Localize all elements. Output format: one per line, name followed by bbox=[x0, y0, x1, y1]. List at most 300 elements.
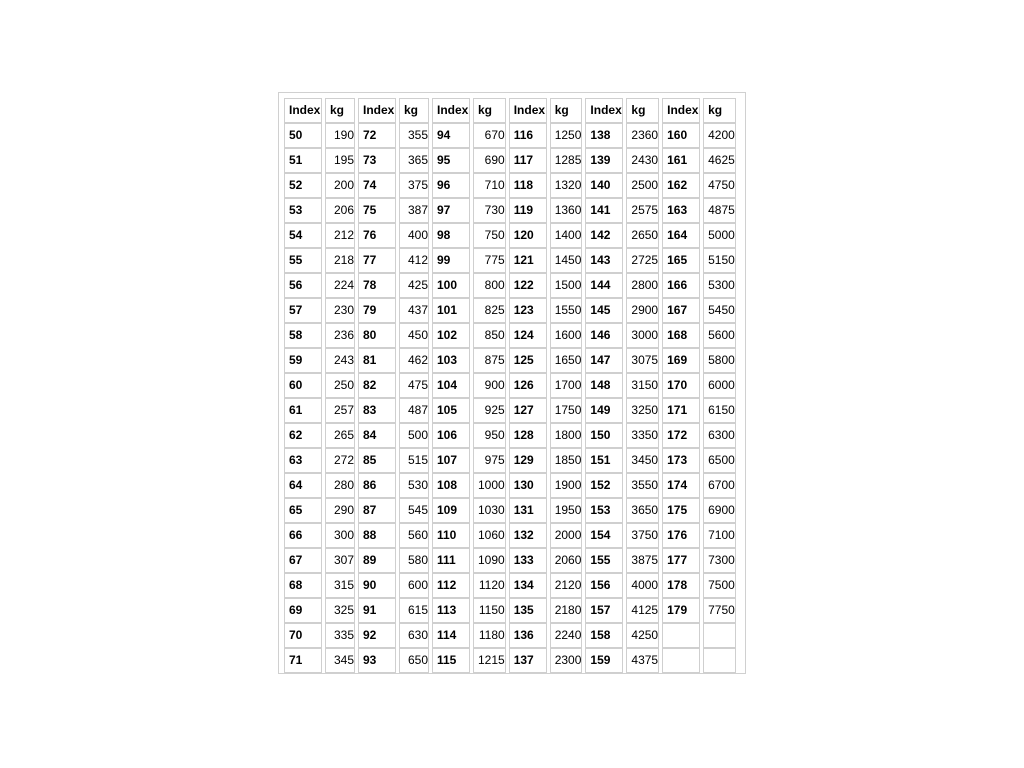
load-kg-cell: 2900 bbox=[626, 298, 659, 323]
load-index-cell: 178 bbox=[662, 573, 700, 598]
load-kg-cell: 7500 bbox=[703, 573, 736, 598]
load-kg-cell: 925 bbox=[473, 398, 506, 423]
table-row bbox=[284, 448, 736, 473]
load-kg-cell: 2300 bbox=[550, 648, 583, 673]
table-row bbox=[284, 573, 736, 598]
load-index-cell: 140 bbox=[585, 173, 623, 198]
load-index-cell: 106 bbox=[432, 423, 470, 448]
load-kg-cell: 450 bbox=[399, 323, 429, 348]
load-kg-cell: 475 bbox=[399, 373, 429, 398]
load-index-cell: 143 bbox=[585, 248, 623, 273]
load-index-cell: 99 bbox=[432, 248, 470, 273]
load-kg-cell: 4125 bbox=[626, 598, 659, 623]
load-index-cell: 79 bbox=[358, 298, 396, 323]
load-kg-cell: 5450 bbox=[703, 298, 736, 323]
load-kg-cell: 975 bbox=[473, 448, 506, 473]
table-row bbox=[284, 298, 736, 323]
load-kg-cell: 1250 bbox=[550, 123, 583, 148]
load-kg-cell: 560 bbox=[399, 523, 429, 548]
load-kg-cell: 900 bbox=[473, 373, 506, 398]
load-index-cell: 150 bbox=[585, 423, 623, 448]
load-index-cell: 53 bbox=[284, 198, 322, 223]
load-kg-cell: 4875 bbox=[703, 198, 736, 223]
load-index-cell: 153 bbox=[585, 498, 623, 523]
load-index-cell: 119 bbox=[509, 198, 547, 223]
table-row bbox=[284, 598, 736, 623]
load-index-cell: 176 bbox=[662, 523, 700, 548]
load-index-cell: 177 bbox=[662, 548, 700, 573]
table-row bbox=[284, 273, 736, 298]
load-kg-cell: 1650 bbox=[550, 348, 583, 373]
load-index-cell: 56 bbox=[284, 273, 322, 298]
load-kg-cell: 5600 bbox=[703, 323, 736, 348]
load-kg-cell: 4200 bbox=[703, 123, 736, 148]
load-index-cell: 173 bbox=[662, 448, 700, 473]
load-index-cell: 151 bbox=[585, 448, 623, 473]
table-row bbox=[284, 348, 736, 373]
load-index-cell: 64 bbox=[284, 473, 322, 498]
load-index-cell: 168 bbox=[662, 323, 700, 348]
load-kg-cell: 775 bbox=[473, 248, 506, 273]
empty-cell bbox=[703, 648, 736, 673]
load-kg-cell: 4750 bbox=[703, 173, 736, 198]
table-row bbox=[284, 398, 736, 423]
load-kg-cell: 300 bbox=[325, 523, 355, 548]
load-kg-cell: 4375 bbox=[626, 648, 659, 673]
load-index-cell: 73 bbox=[358, 148, 396, 173]
load-kg-cell: 250 bbox=[325, 373, 355, 398]
load-kg-cell: 1285 bbox=[550, 148, 583, 173]
load-index-cell: 67 bbox=[284, 548, 322, 573]
load-index-cell: 92 bbox=[358, 623, 396, 648]
load-kg-cell: 280 bbox=[325, 473, 355, 498]
load-index-cell: 60 bbox=[284, 373, 322, 398]
load-kg-cell: 236 bbox=[325, 323, 355, 348]
load-kg-cell: 335 bbox=[325, 623, 355, 648]
load-index-cell: 154 bbox=[585, 523, 623, 548]
load-index-cell: 129 bbox=[509, 448, 547, 473]
load-index-cell: 100 bbox=[432, 273, 470, 298]
load-index-cell: 111 bbox=[432, 548, 470, 573]
table-row bbox=[284, 198, 736, 223]
load-index-cell: 103 bbox=[432, 348, 470, 373]
load-index-cell: 85 bbox=[358, 448, 396, 473]
load-kg-cell: 690 bbox=[473, 148, 506, 173]
load-kg-cell: 425 bbox=[399, 273, 429, 298]
load-kg-cell: 4000 bbox=[626, 573, 659, 598]
load-kg-cell: 437 bbox=[399, 298, 429, 323]
load-kg-cell: 1750 bbox=[550, 398, 583, 423]
load-index-cell: 70 bbox=[284, 623, 322, 648]
load-index-cell: 101 bbox=[432, 298, 470, 323]
load-index-cell: 159 bbox=[585, 648, 623, 673]
load-index-cell: 78 bbox=[358, 273, 396, 298]
header-index: Index bbox=[509, 98, 547, 123]
load-kg-cell: 2575 bbox=[626, 198, 659, 223]
load-kg-cell: 345 bbox=[325, 648, 355, 673]
load-kg-cell: 1950 bbox=[550, 498, 583, 523]
load-kg-cell: 1030 bbox=[473, 498, 506, 523]
load-index-cell: 166 bbox=[662, 273, 700, 298]
load-kg-cell: 580 bbox=[399, 548, 429, 573]
load-kg-cell: 950 bbox=[473, 423, 506, 448]
table-row bbox=[284, 473, 736, 498]
load-kg-cell: 1215 bbox=[473, 648, 506, 673]
load-index-cell: 155 bbox=[585, 548, 623, 573]
table-row bbox=[284, 523, 736, 548]
table-row bbox=[284, 148, 736, 173]
table-row bbox=[284, 373, 736, 398]
load-index-cell: 156 bbox=[585, 573, 623, 598]
table-header-row bbox=[284, 98, 736, 123]
table-row bbox=[284, 323, 736, 348]
load-kg-cell: 3450 bbox=[626, 448, 659, 473]
load-kg-cell: 2180 bbox=[550, 598, 583, 623]
header-kg: kg bbox=[703, 98, 736, 123]
load-kg-cell: 190 bbox=[325, 123, 355, 148]
table-row bbox=[284, 548, 736, 573]
load-index-cell: 133 bbox=[509, 548, 547, 573]
load-index-cell: 68 bbox=[284, 573, 322, 598]
load-index-cell: 147 bbox=[585, 348, 623, 373]
load-index-cell: 112 bbox=[432, 573, 470, 598]
load-kg-cell: 2240 bbox=[550, 623, 583, 648]
load-index-cell: 161 bbox=[662, 148, 700, 173]
load-index-cell: 72 bbox=[358, 123, 396, 148]
load-kg-cell: 2430 bbox=[626, 148, 659, 173]
empty-cell bbox=[703, 623, 736, 648]
load-kg-cell: 5300 bbox=[703, 273, 736, 298]
load-index-cell: 90 bbox=[358, 573, 396, 598]
load-index-cell: 83 bbox=[358, 398, 396, 423]
load-index-cell: 152 bbox=[585, 473, 623, 498]
load-index-cell: 167 bbox=[662, 298, 700, 323]
load-kg-cell: 1450 bbox=[550, 248, 583, 273]
load-kg-cell: 195 bbox=[325, 148, 355, 173]
load-index-cell: 116 bbox=[509, 123, 547, 148]
load-index-cell: 157 bbox=[585, 598, 623, 623]
load-kg-cell: 1090 bbox=[473, 548, 506, 573]
load-kg-cell: 212 bbox=[325, 223, 355, 248]
load-index-cell: 137 bbox=[509, 648, 547, 673]
load-kg-cell: 2000 bbox=[550, 523, 583, 548]
load-index-cell: 88 bbox=[358, 523, 396, 548]
load-kg-cell: 1180 bbox=[473, 623, 506, 648]
load-kg-cell: 307 bbox=[325, 548, 355, 573]
load-kg-cell: 1900 bbox=[550, 473, 583, 498]
load-kg-cell: 530 bbox=[399, 473, 429, 498]
load-kg-cell: 600 bbox=[399, 573, 429, 598]
load-index-cell: 113 bbox=[432, 598, 470, 623]
load-kg-cell: 387 bbox=[399, 198, 429, 223]
load-index-cell: 58 bbox=[284, 323, 322, 348]
load-kg-cell: 7300 bbox=[703, 548, 736, 573]
load-index-cell: 71 bbox=[284, 648, 322, 673]
load-kg-cell: 1550 bbox=[550, 298, 583, 323]
load-index-cell: 164 bbox=[662, 223, 700, 248]
load-index-cell: 109 bbox=[432, 498, 470, 523]
header-kg: kg bbox=[473, 98, 506, 123]
load-index-cell: 139 bbox=[585, 148, 623, 173]
load-index-cell: 94 bbox=[432, 123, 470, 148]
load-kg-cell: 1060 bbox=[473, 523, 506, 548]
load-index-cell: 98 bbox=[432, 223, 470, 248]
header-kg: kg bbox=[325, 98, 355, 123]
load-kg-cell: 412 bbox=[399, 248, 429, 273]
load-kg-cell: 6300 bbox=[703, 423, 736, 448]
load-index-cell: 87 bbox=[358, 498, 396, 523]
load-index-cell: 93 bbox=[358, 648, 396, 673]
load-index-cell: 144 bbox=[585, 273, 623, 298]
load-index-cell: 134 bbox=[509, 573, 547, 598]
load-kg-cell: 825 bbox=[473, 298, 506, 323]
load-kg-cell: 1700 bbox=[550, 373, 583, 398]
load-index-cell: 50 bbox=[284, 123, 322, 148]
load-kg-cell: 224 bbox=[325, 273, 355, 298]
load-index-cell: 51 bbox=[284, 148, 322, 173]
load-kg-cell: 5150 bbox=[703, 248, 736, 273]
load-kg-cell: 3350 bbox=[626, 423, 659, 448]
load-index-cell: 169 bbox=[662, 348, 700, 373]
table-row bbox=[284, 423, 736, 448]
load-index-cell: 170 bbox=[662, 373, 700, 398]
load-index-cell: 160 bbox=[662, 123, 700, 148]
load-kg-cell: 462 bbox=[399, 348, 429, 373]
table-row bbox=[284, 498, 736, 523]
load-index-cell: 110 bbox=[432, 523, 470, 548]
load-index-cell: 135 bbox=[509, 598, 547, 623]
load-index-cell: 120 bbox=[509, 223, 547, 248]
load-kg-cell: 5000 bbox=[703, 223, 736, 248]
load-kg-cell: 3650 bbox=[626, 498, 659, 523]
load-index-cell: 171 bbox=[662, 398, 700, 423]
load-kg-cell: 1800 bbox=[550, 423, 583, 448]
load-kg-cell: 1850 bbox=[550, 448, 583, 473]
load-index-cell: 91 bbox=[358, 598, 396, 623]
load-index-cell: 105 bbox=[432, 398, 470, 423]
load-index-cell: 146 bbox=[585, 323, 623, 348]
load-index-cell: 126 bbox=[509, 373, 547, 398]
load-kg-cell: 355 bbox=[399, 123, 429, 148]
load-index-cell: 55 bbox=[284, 248, 322, 273]
load-index-cell: 138 bbox=[585, 123, 623, 148]
header-kg: kg bbox=[626, 98, 659, 123]
load-index-cell: 175 bbox=[662, 498, 700, 523]
load-kg-cell: 1600 bbox=[550, 323, 583, 348]
load-index-cell: 75 bbox=[358, 198, 396, 223]
load-kg-cell: 206 bbox=[325, 198, 355, 223]
load-kg-cell: 4625 bbox=[703, 148, 736, 173]
load-kg-cell: 2650 bbox=[626, 223, 659, 248]
load-index-cell: 130 bbox=[509, 473, 547, 498]
load-kg-cell: 243 bbox=[325, 348, 355, 373]
load-index-cell: 141 bbox=[585, 198, 623, 223]
load-kg-cell: 2725 bbox=[626, 248, 659, 273]
load-index-cell: 117 bbox=[509, 148, 547, 173]
load-kg-cell: 2800 bbox=[626, 273, 659, 298]
table-row bbox=[284, 223, 736, 248]
load-kg-cell: 710 bbox=[473, 173, 506, 198]
load-kg-cell: 218 bbox=[325, 248, 355, 273]
load-kg-cell: 7100 bbox=[703, 523, 736, 548]
load-index-cell: 84 bbox=[358, 423, 396, 448]
load-kg-cell: 1150 bbox=[473, 598, 506, 623]
table-row bbox=[284, 123, 736, 148]
load-index-cell: 128 bbox=[509, 423, 547, 448]
load-kg-cell: 3150 bbox=[626, 373, 659, 398]
load-kg-cell: 6000 bbox=[703, 373, 736, 398]
load-index-cell: 149 bbox=[585, 398, 623, 423]
load-kg-cell: 315 bbox=[325, 573, 355, 598]
load-kg-cell: 850 bbox=[473, 323, 506, 348]
load-index-cell: 122 bbox=[509, 273, 547, 298]
load-index-cell: 74 bbox=[358, 173, 396, 198]
load-index-cell: 59 bbox=[284, 348, 322, 373]
load-index-cell: 97 bbox=[432, 198, 470, 223]
load-index-cell: 62 bbox=[284, 423, 322, 448]
empty-cell bbox=[662, 623, 700, 648]
load-kg-cell: 500 bbox=[399, 423, 429, 448]
load-kg-cell: 800 bbox=[473, 273, 506, 298]
load-index-cell: 145 bbox=[585, 298, 623, 323]
load-kg-cell: 1000 bbox=[473, 473, 506, 498]
load-index-cell: 162 bbox=[662, 173, 700, 198]
load-index-cell: 132 bbox=[509, 523, 547, 548]
load-index-cell: 131 bbox=[509, 498, 547, 523]
load-index-cell: 163 bbox=[662, 198, 700, 223]
load-kg-cell: 257 bbox=[325, 398, 355, 423]
load-kg-cell: 365 bbox=[399, 148, 429, 173]
load-kg-cell: 375 bbox=[399, 173, 429, 198]
load-kg-cell: 1320 bbox=[550, 173, 583, 198]
load-kg-cell: 400 bbox=[399, 223, 429, 248]
load-kg-cell: 2060 bbox=[550, 548, 583, 573]
load-index-cell: 148 bbox=[585, 373, 623, 398]
load-index-cell: 81 bbox=[358, 348, 396, 373]
header-kg: kg bbox=[550, 98, 583, 123]
load-index-cell: 61 bbox=[284, 398, 322, 423]
load-kg-cell: 200 bbox=[325, 173, 355, 198]
load-index-cell: 121 bbox=[509, 248, 547, 273]
load-kg-cell: 290 bbox=[325, 498, 355, 523]
load-index-cell: 54 bbox=[284, 223, 322, 248]
load-index-cell: 65 bbox=[284, 498, 322, 523]
load-kg-cell: 515 bbox=[399, 448, 429, 473]
load-index-cell: 114 bbox=[432, 623, 470, 648]
load-index-cell: 52 bbox=[284, 173, 322, 198]
load-index-cell: 179 bbox=[662, 598, 700, 623]
header-index: Index bbox=[358, 98, 396, 123]
load-kg-cell: 325 bbox=[325, 598, 355, 623]
load-kg-cell: 3250 bbox=[626, 398, 659, 423]
load-index-cell: 102 bbox=[432, 323, 470, 348]
load-kg-cell: 730 bbox=[473, 198, 506, 223]
load-kg-cell: 3075 bbox=[626, 348, 659, 373]
load-kg-cell: 1360 bbox=[550, 198, 583, 223]
load-kg-cell: 670 bbox=[473, 123, 506, 148]
header-index: Index bbox=[585, 98, 623, 123]
load-index-cell: 89 bbox=[358, 548, 396, 573]
table-row bbox=[284, 248, 736, 273]
table-row bbox=[284, 648, 736, 673]
load-kg-cell: 615 bbox=[399, 598, 429, 623]
load-kg-cell: 1120 bbox=[473, 573, 506, 598]
load-index-cell: 115 bbox=[432, 648, 470, 673]
load-index-cell: 80 bbox=[358, 323, 396, 348]
load-kg-cell: 230 bbox=[325, 298, 355, 323]
load-kg-cell: 2500 bbox=[626, 173, 659, 198]
load-index-cell: 127 bbox=[509, 398, 547, 423]
empty-cell bbox=[662, 648, 700, 673]
load-kg-cell: 545 bbox=[399, 498, 429, 523]
load-kg-cell: 2360 bbox=[626, 123, 659, 148]
load-index-cell: 76 bbox=[358, 223, 396, 248]
load-kg-cell: 3550 bbox=[626, 473, 659, 498]
load-index-cell: 142 bbox=[585, 223, 623, 248]
load-kg-cell: 487 bbox=[399, 398, 429, 423]
load-kg-cell: 6500 bbox=[703, 448, 736, 473]
header-index: Index bbox=[662, 98, 700, 123]
load-kg-cell: 3000 bbox=[626, 323, 659, 348]
load-kg-cell: 272 bbox=[325, 448, 355, 473]
load-index-cell: 77 bbox=[358, 248, 396, 273]
load-kg-cell: 2120 bbox=[550, 573, 583, 598]
table-row bbox=[284, 623, 736, 648]
load-kg-cell: 265 bbox=[325, 423, 355, 448]
load-index-cell: 124 bbox=[509, 323, 547, 348]
load-index-cell: 125 bbox=[509, 348, 547, 373]
load-index-cell: 96 bbox=[432, 173, 470, 198]
load-kg-cell: 1500 bbox=[550, 273, 583, 298]
load-index-cell: 174 bbox=[662, 473, 700, 498]
load-kg-cell: 650 bbox=[399, 648, 429, 673]
load-kg-cell: 1400 bbox=[550, 223, 583, 248]
header-index: Index bbox=[284, 98, 322, 123]
load-index-cell: 57 bbox=[284, 298, 322, 323]
load-index-table bbox=[281, 98, 739, 673]
load-kg-cell: 3875 bbox=[626, 548, 659, 573]
load-kg-cell: 3750 bbox=[626, 523, 659, 548]
load-index-cell: 86 bbox=[358, 473, 396, 498]
load-index-cell: 107 bbox=[432, 448, 470, 473]
load-kg-cell: 7750 bbox=[703, 598, 736, 623]
load-kg-cell: 630 bbox=[399, 623, 429, 648]
load-index-cell: 172 bbox=[662, 423, 700, 448]
load-kg-cell: 750 bbox=[473, 223, 506, 248]
load-index-cell: 82 bbox=[358, 373, 396, 398]
load-kg-cell: 6700 bbox=[703, 473, 736, 498]
load-index-cell: 165 bbox=[662, 248, 700, 273]
load-kg-cell: 6900 bbox=[703, 498, 736, 523]
table-body bbox=[284, 123, 736, 673]
load-kg-cell: 4250 bbox=[626, 623, 659, 648]
header-kg: kg bbox=[399, 98, 429, 123]
load-kg-cell: 875 bbox=[473, 348, 506, 373]
table-row bbox=[284, 173, 736, 198]
load-index-cell: 104 bbox=[432, 373, 470, 398]
load-index-table-frame bbox=[278, 92, 746, 674]
load-index-cell: 95 bbox=[432, 148, 470, 173]
load-index-cell: 123 bbox=[509, 298, 547, 323]
load-index-cell: 69 bbox=[284, 598, 322, 623]
load-kg-cell: 6150 bbox=[703, 398, 736, 423]
load-index-cell: 136 bbox=[509, 623, 547, 648]
header-index: Index bbox=[432, 98, 470, 123]
load-index-cell: 118 bbox=[509, 173, 547, 198]
load-kg-cell: 5800 bbox=[703, 348, 736, 373]
load-index-cell: 66 bbox=[284, 523, 322, 548]
load-index-cell: 108 bbox=[432, 473, 470, 498]
